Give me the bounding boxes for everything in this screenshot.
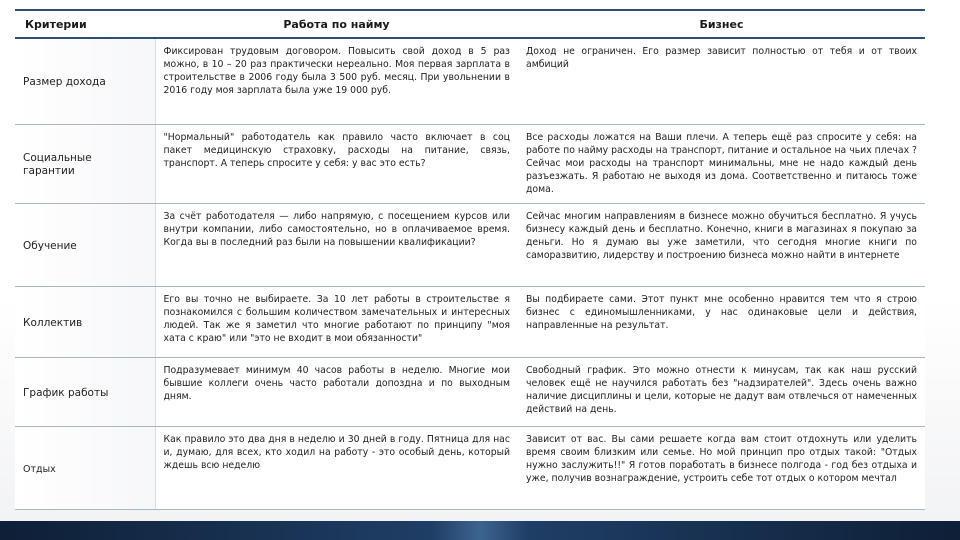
table-row <box>15 38 925 125</box>
table-header-row <box>15 10 925 38</box>
employment-cell: Подразумевает минимум 40 часов работы в неделю. Многие мои бывшие коллеги очень часто работали допоздна и по выходным дням. <box>155 358 518 427</box>
business-cell: Зависит от вас. Вы сами решаете когда вам стоит отдохнуть или уделить время своим близким или семье. Но мой принцип про отдых такой: "Отдых нужно заслужить!!" Я готов поработать в бизнесе полгода - год без отдыха и уже, получив вознаграждение, устроить себе тот отдых о котором мечтал <box>518 427 925 510</box>
criterion-cell: Размер дохода <box>15 38 155 125</box>
employment-cell: Как правило это два дня в неделю и 30 дней в году. Пятница для нас и, думаю, для всех, кто ходил на работу - это особый день, который ждешь всю неделю <box>155 427 518 510</box>
criterion-cell: График работы <box>15 358 155 427</box>
table-row <box>15 287 925 358</box>
header-criteria: Критерии <box>15 10 155 38</box>
business-cell: Сейчас многим направлениям в бизнесе можно обучиться бесплатно. Я учусь бизнесу каждый день и бесплатно. Конечно, книги в магазинах я покупаю за деньги. Но я думаю вы уже заметили, что сегодня многие книги по саморазвитию, лидерству и построению бизнеса можно найти в интернете <box>518 204 925 287</box>
business-cell: Доход не ограничен. Его размер зависит полностью от тебя и от твоих амбиций <box>518 38 925 125</box>
table-row <box>15 358 925 427</box>
business-cell: Все расходы ложатся на Ваши плечи. А теперь ещё раз спросите у себя: на работе по найму расходы на транспорт, питание и остальное на чьих плечах ? Сейчас мои расходы на транспорт минимальны, мне не надо каждый день разъезжать. Я работаю не выходя из дома. Соответственно и питаюсь тоже дома. <box>518 125 925 204</box>
employment-cell: За счёт работодателя — либо напрямую, с посещением курсов или внутри компании, либо самостоятельно, но в оплачиваемое время. Когда вы в последний раз были на повышении квалификации? <box>155 204 518 287</box>
business-cell: Свободный график. Это можно отнести к минусам, так как наш русский человек ещё не научился работать без "надзирателей". Здесь очень важно наличие дисциплины и цели, которые не дадут вам отвлечься от намеченных действий на день. <box>518 358 925 427</box>
table-row <box>15 427 925 510</box>
bottom-decorative-band <box>0 521 960 540</box>
employment-cell: Его вы точно не выбираете. За 10 лет работы в строительстве я познакомился с большим количеством замечательных и интересных людей. Так же я заметил что многие работают по принципу "моя хата с краю" или "это не входит в мои обязанности" <box>155 287 518 358</box>
criterion-cell: Обучение <box>15 204 155 287</box>
employment-cell: "Нормальный" работодатель как правило часто включает в соц пакет медицинскую страховку, расходы на питание, связь, транспорт. А теперь спросите у себя: у вас это есть? <box>155 125 518 204</box>
business-cell: Вы подбираете сами. Этот пункт мне особенно нравится тем что я строю бизнес с единомышленниками, у нас одинаковые цели и действия, направленные на результат. <box>518 287 925 358</box>
header-business: Бизнес <box>518 10 925 38</box>
employment-cell: Фиксирован трудовым договором. Повысить свой доход в 5 раз можно, в 10 – 20 раз практически нереально. Моя первая зарплата в строительстве в 2006 году была 3 500 руб. месяц. При увольнении в 2016 году моя зарплата была уже 19 000 руб. <box>155 38 518 125</box>
comparison-table-container <box>15 9 925 520</box>
criterion-cell: Отдых <box>15 427 155 510</box>
criterion-cell: Коллектив <box>15 287 155 358</box>
comparison-table <box>15 9 925 510</box>
header-employment: Работа по найму <box>155 10 518 38</box>
criterion-cell: Социальные гарантии <box>15 125 155 204</box>
table-row <box>15 125 925 204</box>
table-row <box>15 204 925 287</box>
